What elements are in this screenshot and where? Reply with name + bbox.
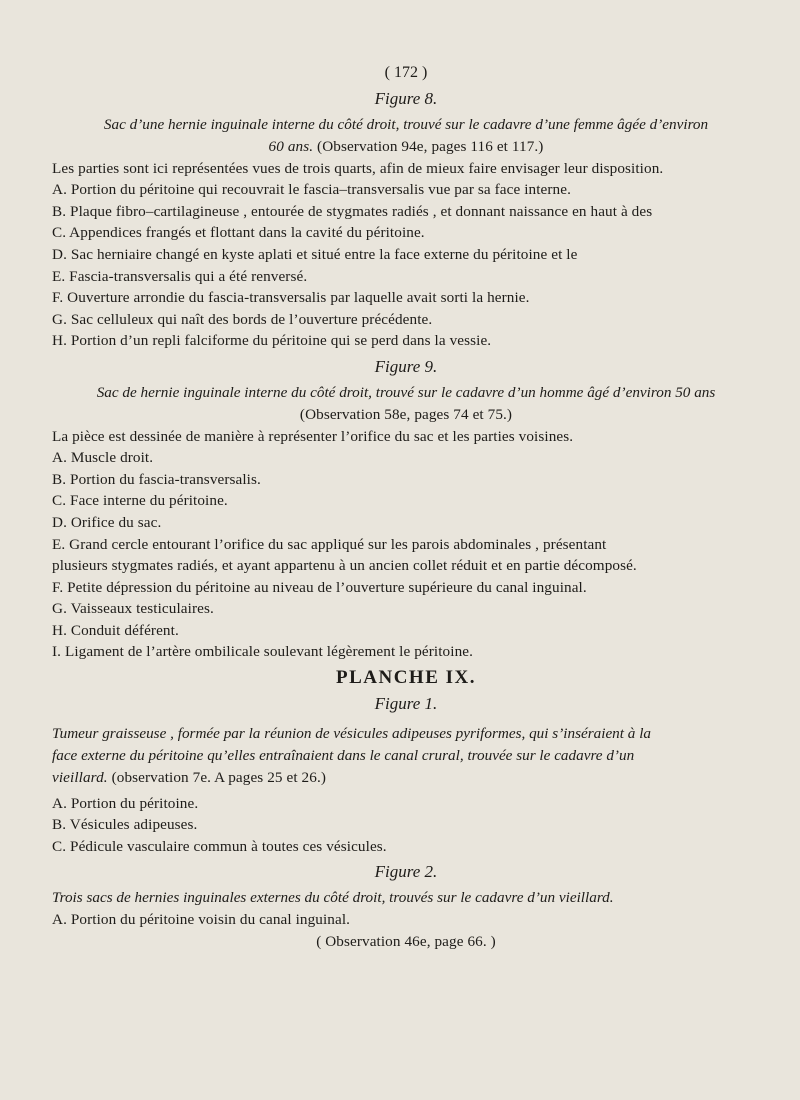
plate-figure-1-item-c: C. Pédicule vasculaire commun à toutes ces vésicules.: [52, 837, 387, 855]
figure-8-intro: Les parties sont ici représentées vues de trois quarts, afin de mieux faire envisager leur disposition.: [52, 159, 664, 177]
plate-figure-1-caption-subject: vieillard.: [52, 769, 108, 787]
plate-figure-2-caption: Trois sacs de hernies inguinales externes du côté droit, trouvés sur le cadavre d’un vieillard.: [52, 889, 614, 907]
figure-9-item-e-line1: E. Grand cercle entourant l’orifice du sac appliqué sur les parois abdominales , présentant: [52, 535, 607, 553]
figure-9-caption-line1: Sac de hernie inguinale interne du côté droit, trouvé sur le cadavre d’un homme âgé d’environ 50 ans: [96, 383, 716, 401]
plate-title: PLANCHE IX.: [335, 667, 476, 689]
figure-9-item-a: A. Muscle droit.: [52, 449, 154, 467]
figure-9-item-c: C. Face interne du péritoine.: [52, 492, 228, 510]
figure-9-item-e-line2: plusieurs stygmates radiés, et ayant appartenu à un ancien collet réduit et en partie décomposé.: [52, 557, 637, 575]
plate-figure-1-caption-line3: [52, 767, 760, 789]
figure-8-item-c: C. Appendices frangés et flottant dans la cavité du péritoine.: [52, 224, 425, 242]
plate-figure-1-item-a: A. Portion du péritoine.: [52, 794, 199, 812]
figure-9-item-f: F. Petite dépression du péritoine au niveau de l’ouverture supérieure du canal inguinal.: [52, 578, 587, 596]
figure-9-observation: (Observation 58e, pages 74 et 75.): [299, 405, 513, 423]
figure-8-caption-line2: [52, 136, 760, 158]
page-number: ( 172 ): [384, 64, 428, 81]
figure-9-title: Figure 9.: [374, 356, 438, 376]
figure-9-item-d: D. Orifice du sac.: [52, 513, 162, 531]
figure-8-item-d: D. Sac herniaire changé en kyste aplati et situé entre la face externe du péritoine et le: [52, 245, 578, 263]
figure-9-item-h: H. Conduit déférent.: [52, 621, 179, 639]
figure-8-item-a: A. Portion du péritoine qui recouvrait le fascia–transversalis vue par sa face interne.: [52, 181, 571, 199]
figure-8-item-h: H. Portion d’un repli falciforme du péritoine qui se perd dans la vessie.: [52, 332, 492, 350]
figure-9-item-b: B. Portion du fascia-transversalis.: [52, 470, 261, 488]
figure-9-item-g: G. Vaisseaux testiculaires.: [52, 600, 214, 618]
plate-figure-2-title: Figure 2.: [374, 862, 438, 882]
figure-8-observation: (Observation 94e, pages 116 et 117.): [317, 138, 544, 155]
plate-figure-1-item-b: B. Vésicules adipeuses.: [52, 816, 198, 834]
figure-8-caption-line1: Sac d’une hernie inguinale interne du côté droit, trouvé sur le cadavre d’une femme âgée d’environ: [103, 116, 709, 133]
plate-figure-1-caption-line2: face externe du péritoine qu’elles entraînaient dans le canal crural, trouvée sur le cadavre d’un: [52, 747, 635, 765]
figure-8-title: Figure 8.: [374, 89, 438, 108]
figure-9-intro: La pièce est dessinée de manière à représenter l’orifice du sac et les parties voisines.: [52, 427, 574, 445]
figure-8-item-f: F. Ouverture arrondie du fascia-transversalis par laquelle avait sorti la hernie.: [52, 289, 530, 307]
figure-8-item-b: B. Plaque fibro–cartilagineuse , entourée de stygmates radiés , et donnant naissance en haut à des: [52, 202, 653, 220]
plate-figure-1-observation: (observation 7e. A pages 25 et 26.): [111, 769, 326, 787]
figure-8-caption-age: 60 ans.: [268, 138, 314, 155]
figure-9-item-i: I. Ligament de l’artère ombilicale soulevant légèrement le péritoine.: [52, 643, 474, 661]
plate-figure-1-caption-line1: Tumeur graisseuse , formée par la réunion de vésicules adipeuses pyriformes, qui s’inséraient à la: [52, 725, 652, 743]
plate-figure-2-observation: ( Observation 46e, page 66. ): [316, 933, 496, 951]
figure-8-item-e: E. Fascia-transversalis qui a été renversé.: [52, 267, 308, 285]
plate-figure-1-title: Figure 1.: [374, 694, 438, 714]
plate-figure-2-item-a: A. Portion du péritoine voisin du canal inguinal.: [52, 911, 351, 929]
figure-8-item-g: G. Sac celluleux qui naît des bords de l’ouverture précédente.: [52, 310, 433, 328]
